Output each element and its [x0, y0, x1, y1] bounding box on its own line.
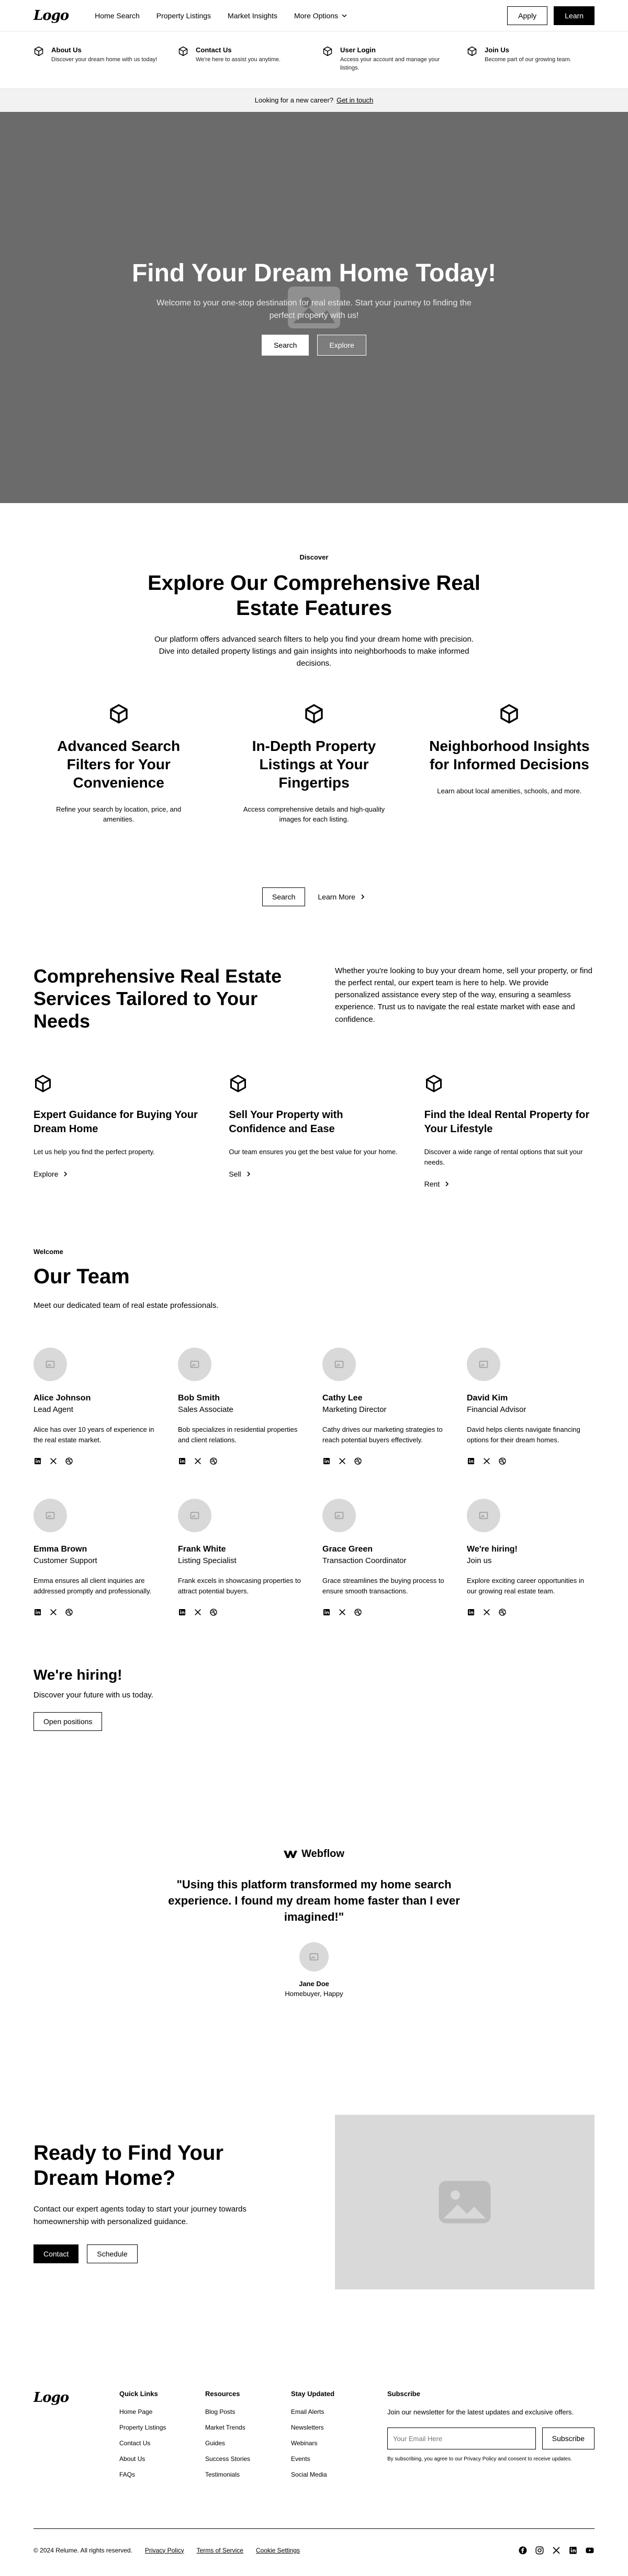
avatar [467, 1499, 500, 1532]
feature-desc: Access comprehensive details and high-quality images for each listing. [243, 805, 385, 824]
linkedin-icon[interactable] [322, 1608, 331, 1616]
service-explore-link[interactable] [33, 1170, 69, 1178]
member-role: Financial Advisor [467, 1405, 526, 1415]
subscribe-title: Subscribe [387, 2389, 420, 2398]
footer-link[interactable]: Social Media [291, 2470, 327, 2478]
service-title: Sell Your Property with Confidence and Ease [229, 1109, 343, 1135]
cube-icon [33, 1074, 52, 1093]
mega-item-title: Join Us [485, 46, 509, 54]
features-section [0, 503, 628, 965]
member-socials [178, 1457, 306, 1465]
top-nav [0, 0, 628, 31]
hero-explore-button[interactable]: Explore [317, 335, 366, 356]
member-bio: Explore exciting career opportunities in our growing real estate team. [467, 1577, 585, 1595]
avatar [178, 1499, 211, 1532]
apply-button[interactable]: Apply [507, 6, 547, 25]
x-icon[interactable] [194, 1457, 202, 1465]
footer-link[interactable]: Testimonials [205, 2470, 240, 2478]
service-link-label: Rent [424, 1180, 440, 1189]
footer-column [205, 2390, 270, 2487]
email-input[interactable] [387, 2427, 536, 2449]
nav-link-home-search[interactable]: Home Search [95, 11, 140, 20]
testimonial-quote: "Using this platform transformed my home search experience. I found my dream home faster than I ever imagined!" [168, 1878, 460, 1923]
linkedin-icon[interactable] [178, 1457, 186, 1465]
team-member-card [322, 1499, 450, 1616]
image-placeholder-icon [334, 1511, 344, 1520]
youtube-icon[interactable] [585, 2546, 595, 2555]
subscribe-button[interactable]: Subscribe [542, 2427, 595, 2449]
member-socials [322, 1457, 450, 1465]
service-card [424, 1074, 595, 1189]
nav-actions [507, 6, 595, 25]
cube-icon [322, 46, 333, 56]
linkedin-icon[interactable] [467, 1457, 475, 1465]
avatar [33, 1348, 67, 1381]
member-bio: David helps clients navigate financing options for their dream homes. [467, 1426, 580, 1444]
avatar [178, 1348, 211, 1381]
team-grid [33, 1348, 595, 1616]
logo[interactable]: Logo [33, 7, 69, 24]
hero-actions [262, 335, 366, 356]
subscribe-form [387, 2427, 595, 2449]
cta-desc: Contact our expert agents today to start your journey towards homeownership with personalized guidance. [33, 2205, 246, 2226]
member-bio: Emma ensures all client inquiries are addressed promptly and professionally. [33, 1577, 152, 1595]
features-search-button[interactable]: Search [262, 887, 305, 906]
member-name: Cathy Lee [322, 1394, 363, 1403]
member-role: Marketing Director [322, 1405, 387, 1415]
footer-link[interactable]: FAQs [119, 2470, 136, 2478]
footer [0, 2348, 628, 2576]
feature-title: Neighborhood Insights for Informed Decisions [429, 737, 590, 772]
image-placeholder-icon [190, 1360, 199, 1369]
linkedin-icon[interactable] [178, 1608, 186, 1616]
x-icon[interactable] [49, 1457, 58, 1465]
service-card [33, 1074, 204, 1189]
service-desc: Let us help you find the perfect property. [33, 1148, 155, 1156]
chevron-right-icon [62, 1171, 69, 1177]
footer-logo[interactable]: Logo [33, 2389, 69, 2406]
mega-item-contact[interactable] [178, 46, 306, 73]
nav-link-property-listings[interactable]: Property Listings [156, 11, 211, 20]
footer-link[interactable]: Market Trends [205, 2423, 245, 2431]
member-bio: Alice has over 10 years of experience in the real estate market. [33, 1426, 154, 1444]
contact-button[interactable]: Contact [33, 2244, 78, 2263]
dribbble-icon[interactable] [65, 1457, 73, 1465]
member-name: Emma Brown [33, 1545, 87, 1554]
services-grid [33, 1074, 595, 1189]
avatar [322, 1348, 356, 1381]
chevron-up-icon [341, 13, 347, 19]
footer-link[interactable]: Home Page [119, 2408, 153, 2415]
nav-more-options[interactable] [294, 12, 347, 20]
features-tagline: Discover [299, 553, 329, 561]
privacy-policy-link[interactable]: Privacy Policy [144, 2546, 184, 2554]
team-member-card [178, 1499, 306, 1616]
service-rent-link[interactable] [424, 1180, 451, 1188]
feature-desc: Learn about local amenities, schools, and more. [437, 787, 582, 795]
linkedin-icon[interactable] [568, 2546, 578, 2555]
feature-card [229, 703, 399, 825]
hero [0, 112, 628, 503]
mega-item-about[interactable] [33, 46, 161, 73]
services-header [33, 965, 595, 1033]
footer-link[interactable]: Success Stories [205, 2455, 251, 2463]
footer-link[interactable]: Webinars [291, 2439, 318, 2447]
footer-column-title: Stay Updated [291, 2389, 335, 2398]
member-bio: Bob specializes in residential properties and client relations. [178, 1426, 298, 1444]
feature-title: Advanced Search Filters for Your Convenience [57, 737, 181, 791]
member-role: Transaction Coordinator [322, 1556, 407, 1566]
facebook-icon[interactable] [518, 2546, 528, 2555]
avatar [467, 1348, 500, 1381]
footer-link[interactable]: Blog Posts [205, 2408, 236, 2415]
linkedin-icon[interactable] [33, 1608, 42, 1616]
hero-subtitle: Welcome to your one-stop destination for real estate. Start your journey to finding the perfect property with us! [156, 299, 472, 321]
member-bio: Frank excels in showcasing properties to attract potential buyers. [178, 1577, 301, 1595]
service-card [229, 1074, 399, 1189]
services-lead: Whether you're looking to buy your dream home, sell your property, or find the perfect rental, our expert team is here to help. We provide personalized assistance every step of the way, ensuring a seamless experience. Trust us to navigate the real estate market with ease and confidence. [335, 966, 592, 1024]
footer-link[interactable]: Guides [205, 2439, 226, 2447]
feature-card [33, 703, 204, 825]
linkedin-icon[interactable] [33, 1457, 42, 1465]
features-actions [33, 887, 595, 906]
footer-top [33, 2390, 595, 2487]
x-icon[interactable] [194, 1608, 202, 1616]
x-icon[interactable] [483, 1457, 491, 1465]
chevron-right-icon [444, 1181, 450, 1187]
footer-link[interactable]: Property Listings [119, 2423, 166, 2431]
member-socials [467, 1608, 595, 1616]
webflow-icon [284, 1850, 297, 1859]
features-title: Explore Our Comprehensive Real Estate Features [148, 571, 480, 620]
dribbble-icon[interactable] [209, 1457, 218, 1465]
testimonial-position: Homebuyer, Happy [285, 1989, 343, 1998]
avatar [322, 1499, 356, 1532]
member-socials [33, 1608, 161, 1616]
feature-desc: Refine your search by location, price, and amenities. [56, 805, 182, 824]
company-logo [284, 1848, 344, 1860]
x-icon[interactable] [552, 2546, 561, 2555]
team-member-card [33, 1499, 161, 1616]
member-socials [322, 1608, 450, 1616]
schedule-button[interactable]: Schedule [87, 2244, 137, 2263]
features-lead: Our platform offers advanced search filters to help you find your dream home with precision. Dive into detailed property listings and gain insights into neighborhoods to make informed decisions. [154, 634, 474, 668]
footer-bottom [33, 2528, 595, 2555]
cta-image-placeholder [335, 2115, 595, 2289]
dribbble-icon[interactable] [498, 1457, 507, 1465]
footer-socials [518, 2546, 595, 2555]
dribbble-icon[interactable] [209, 1608, 218, 1616]
banner-link[interactable]: Get in touch [337, 96, 374, 105]
cube-icon [304, 703, 324, 724]
cta-text [33, 2140, 293, 2263]
learn-more-label: Learn More [318, 892, 355, 901]
linkedin-icon[interactable] [322, 1457, 331, 1465]
mega-item-desc: Become part of our growing team. [485, 56, 571, 63]
team-member-card [467, 1348, 595, 1465]
member-socials [33, 1457, 161, 1465]
nav-more-label: More Options [294, 11, 339, 20]
team-member-card [322, 1348, 450, 1465]
member-name: Alice Johnson [33, 1394, 91, 1403]
hiring-block [33, 1667, 595, 1731]
company-name: Webflow [301, 1848, 344, 1860]
chevron-right-icon [360, 894, 366, 900]
testimonial-name: Jane Doe [299, 1979, 329, 1988]
hero-search-button[interactable]: Search [262, 335, 309, 356]
image-placeholder-icon [479, 1360, 488, 1369]
member-bio: Cathy drives our marketing strategies to reach potential buyers effectively. [322, 1426, 443, 1444]
hero-title: Find Your Dream Home Today! [131, 259, 497, 288]
cta-title: Ready to Find Your Dream Home? [33, 2141, 223, 2190]
mega-item-title: Contact Us [196, 46, 232, 54]
mega-item-desc: Discover your dream home with us today! [51, 56, 158, 63]
team-title: Our Team [33, 1265, 130, 1289]
member-name: We're hiring! [467, 1545, 518, 1554]
learn-more-button[interactable] [318, 893, 366, 901]
linkedin-icon[interactable] [467, 1608, 475, 1616]
terms-link[interactable]: Terms of Service [196, 2546, 243, 2554]
instagram-icon[interactable] [535, 2546, 544, 2555]
team-section [0, 1248, 628, 1789]
member-role: Join us [467, 1556, 492, 1566]
x-icon[interactable] [49, 1608, 58, 1616]
mega-menu [0, 31, 628, 89]
member-name: Frank White [178, 1545, 226, 1554]
cta-section [0, 2056, 628, 2348]
hiring-title: We're hiring! [33, 1667, 122, 1683]
footer-link[interactable]: Newsletters [291, 2423, 324, 2431]
image-placeholder-icon [190, 1511, 199, 1520]
member-name: David Kim [467, 1394, 508, 1403]
member-role: Customer Support [33, 1556, 97, 1566]
dribbble-icon[interactable] [65, 1608, 73, 1616]
mega-item-join[interactable] [467, 46, 595, 73]
x-icon[interactable] [338, 1457, 346, 1465]
banner-text: Looking for a new career? [254, 96, 334, 105]
cube-icon [108, 703, 129, 724]
cube-icon [467, 46, 477, 56]
learn-button[interactable]: Learn [554, 6, 595, 25]
member-role: Lead Agent [33, 1405, 73, 1415]
hiring-desc: Discover your future with us today. [33, 1691, 153, 1700]
subscribe-desc: Join our newsletter for the latest updates and exclusive offers. [387, 2408, 574, 2416]
mega-item-title: About Us [51, 46, 82, 54]
team-member-card [178, 1348, 306, 1465]
cube-icon [33, 46, 44, 56]
avatar [299, 1942, 329, 1971]
service-desc: Our team ensures you get the best value for your home. [229, 1148, 398, 1156]
services-section [0, 965, 628, 1248]
service-sell-link[interactable] [229, 1170, 251, 1178]
image-placeholder-icon [479, 1511, 488, 1520]
x-icon[interactable] [338, 1608, 346, 1616]
dribbble-icon[interactable] [498, 1608, 507, 1616]
member-role: Sales Associate [178, 1405, 233, 1415]
mega-item-title: User Login [340, 46, 376, 54]
nav-link-market-insights[interactable]: Market Insights [228, 11, 277, 20]
image-placeholder-icon [46, 1360, 55, 1369]
image-placeholder-icon [334, 1360, 344, 1369]
service-link-label: Explore [33, 1169, 59, 1178]
member-socials [178, 1608, 306, 1616]
open-positions-button[interactable]: Open positions [33, 1712, 102, 1731]
career-banner [0, 89, 628, 112]
dribbble-icon[interactable] [354, 1608, 362, 1616]
member-role: Listing Specialist [178, 1556, 237, 1566]
feature-title: In-Depth Property Listings at Your Fingertips [252, 737, 376, 791]
cube-icon [229, 1074, 248, 1093]
chevron-right-icon [245, 1171, 252, 1177]
member-name: Grace Green [322, 1545, 373, 1554]
member-name: Bob Smith [178, 1394, 220, 1403]
features-grid [33, 703, 595, 825]
footer-link[interactable]: About Us [119, 2455, 145, 2463]
subscribe-block [387, 2390, 595, 2487]
footer-link[interactable]: Events [291, 2455, 310, 2463]
mega-item-desc: Access your account and manage your listings. [340, 56, 440, 71]
footer-column [291, 2390, 356, 2487]
image-placeholder-icon [436, 2179, 494, 2226]
subscribe-consent: By subscribing, you agree to our Privacy Policy and consent to receive updates. [387, 2456, 572, 2463]
footer-column-title: Quick Links [119, 2389, 158, 2398]
cookie-settings-link[interactable]: Cookie Settings [255, 2546, 300, 2554]
footer-column [119, 2390, 184, 2487]
testimonial-section [0, 1789, 628, 2056]
team-member-card [33, 1348, 161, 1465]
dribbble-icon[interactable] [354, 1457, 362, 1465]
service-link-label: Sell [229, 1169, 241, 1178]
mega-item-desc: We're here to assist you anytime. [196, 56, 281, 63]
image-placeholder-icon [46, 1511, 55, 1520]
mega-item-login[interactable] [322, 46, 450, 73]
member-socials [467, 1457, 595, 1465]
cube-icon [424, 1074, 443, 1093]
nav-links [95, 12, 347, 20]
feature-card [424, 703, 595, 825]
member-bio: Grace streamlines the buying process to ensure smooth transactions. [322, 1577, 444, 1595]
footer-link[interactable]: Email Alerts [291, 2408, 324, 2415]
team-tagline: Welcome [33, 1248, 63, 1256]
team-member-card [467, 1499, 595, 1616]
x-icon[interactable] [483, 1608, 491, 1616]
cube-icon [499, 703, 520, 724]
cube-icon [178, 46, 188, 56]
copyright: © 2024 Relume. All rights reserved. [33, 2546, 132, 2554]
footer-link[interactable]: Contact Us [119, 2439, 151, 2447]
service-title: Find the Ideal Rental Property for Your Lifestyle [424, 1109, 590, 1135]
services-title: Comprehensive Real Estate Services Tailored to Your Needs [33, 965, 282, 1032]
cta-actions [33, 2244, 293, 2263]
avatar [33, 1499, 67, 1532]
service-desc: Discover a wide range of rental options that suit your needs. [424, 1148, 583, 1166]
footer-column-title: Resources [205, 2389, 240, 2398]
team-lead: Meet our dedicated team of real estate professionals. [33, 1301, 219, 1310]
image-placeholder-icon [309, 1952, 319, 1962]
service-title: Expert Guidance for Buying Your Dream Home [33, 1109, 198, 1135]
